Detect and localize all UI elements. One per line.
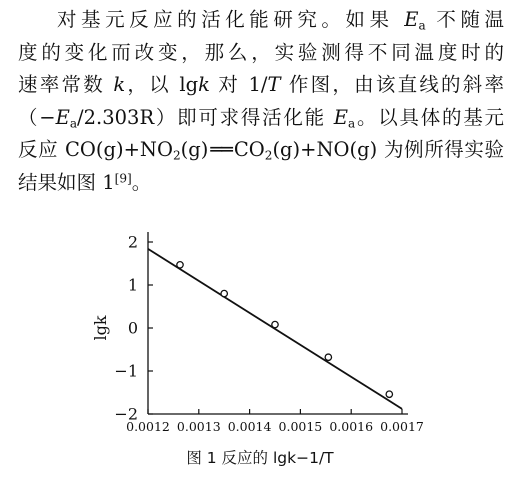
- data-point: [177, 262, 183, 268]
- text-segment: (g): [180, 138, 209, 162]
- text-segment: 。: [131, 170, 152, 194]
- text-segment: 作图，由该直线的斜率: [280, 73, 505, 97]
- text-segment: 速率常数: [18, 73, 114, 97]
- rate-constant-symbol: k: [113, 73, 126, 97]
- text-segment: /2.303R）即可求得活化能: [77, 105, 334, 129]
- subscript: 2: [172, 148, 181, 163]
- paragraph-line-2: 度的变化而改变，那么，实验测得不同温度时的: [18, 40, 504, 64]
- text-segment: 。以具体的基元: [355, 105, 504, 129]
- x-tick-label: 0.0016: [329, 419, 374, 434]
- x-tick-label: 0.0015: [278, 419, 323, 434]
- y-tick-label: 2: [127, 232, 138, 252]
- activation-energy-symbol: E: [55, 105, 70, 129]
- figure-caption: 图 1 反应的 lgk−1/T: [186, 449, 334, 467]
- text-segment: 对 1/: [209, 73, 268, 97]
- y-tick-label: −1: [114, 361, 138, 381]
- reference-marker: [9]: [114, 171, 132, 186]
- y-tick-label: 1: [127, 275, 138, 295]
- x-tick-label: 0.0012: [126, 419, 170, 434]
- text-segment: 反应 CO(g)+NO: [18, 138, 173, 162]
- text-segment: (g)+NO(g) 为例所得实验: [272, 138, 504, 162]
- activation-energy-subscript: a: [69, 116, 78, 131]
- activation-energy-symbol: E: [333, 105, 349, 129]
- subscript: 2: [264, 148, 273, 163]
- y-axis-label: lgk: [91, 315, 110, 341]
- equality-sign: ══: [210, 138, 232, 162]
- y-tick-label: −2: [114, 404, 138, 424]
- text-segment: （−: [18, 105, 56, 129]
- x-tick-label: 0.0013: [176, 419, 221, 434]
- temperature-symbol: T: [267, 73, 281, 97]
- data-point: [386, 391, 392, 397]
- text-segment: 不随温: [425, 8, 504, 31]
- data-point: [272, 321, 278, 327]
- text-segment: ，以 lg: [125, 73, 199, 97]
- text-segment: CO: [233, 138, 265, 162]
- text-segment: 结果如图 1: [18, 170, 115, 194]
- text-segment: 对基元反应的活化能研究。如果: [57, 8, 405, 31]
- data-point: [221, 290, 227, 296]
- data-point: [325, 354, 331, 360]
- y-tick-label: 0: [127, 318, 138, 338]
- activation-energy-symbol: E: [404, 8, 419, 31]
- x-tick-label: 0.0014: [227, 419, 272, 434]
- x-tick-label: 0.0017: [380, 419, 424, 434]
- activation-energy-subscript: a: [418, 18, 426, 33]
- regression-line: [148, 249, 402, 409]
- activation-energy-subscript: a: [348, 116, 356, 131]
- rate-constant-symbol: k: [198, 73, 210, 97]
